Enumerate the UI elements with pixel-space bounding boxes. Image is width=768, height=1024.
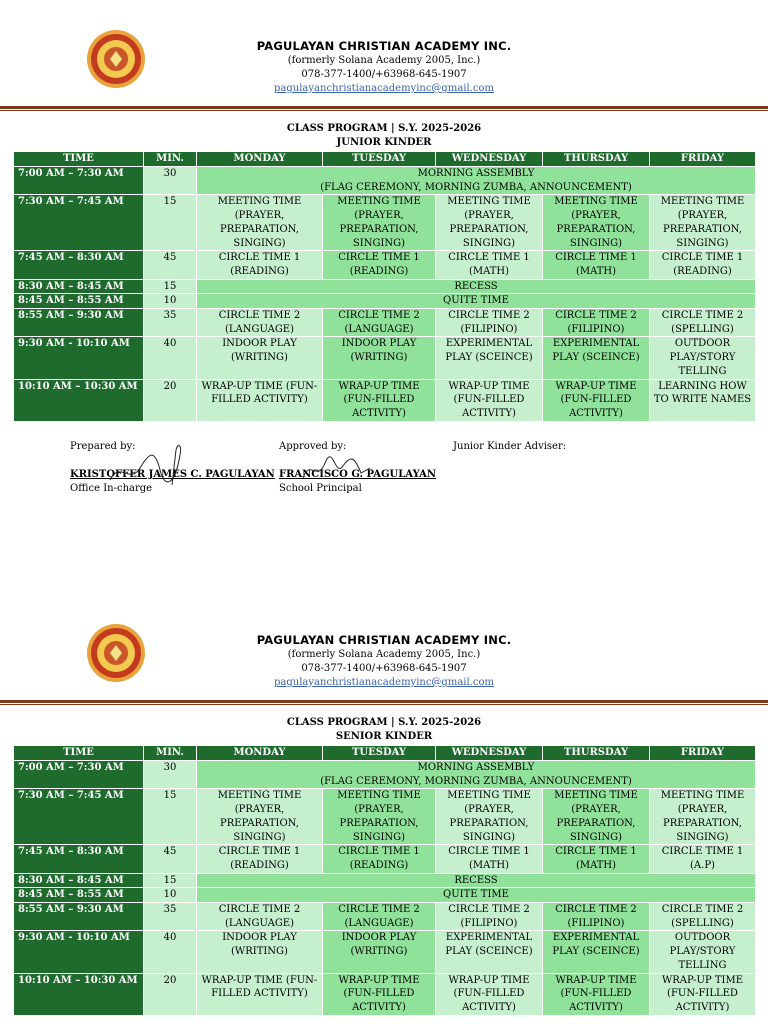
activity-cell: EXPERIMENTAL PLAY (SCEINCE) xyxy=(543,931,650,973)
activity-cell: CIRCLE TIME 1 (READING) xyxy=(650,251,756,279)
minutes-cell: 15 xyxy=(144,789,197,845)
table-row xyxy=(14,789,756,845)
activity-cell: WRAP-UP TIME (FUN-FILLED ACTIVITY) xyxy=(436,379,543,421)
column-header: FRIDAY xyxy=(650,746,756,761)
activity-cell: CIRCLE TIME 2 (FILIPINO) xyxy=(543,309,650,337)
column-header: WEDNESDAY xyxy=(436,746,543,761)
minutes-cell: 30 xyxy=(144,761,197,789)
time-cell: 8:55 AM – 9:30 AM xyxy=(14,903,144,931)
minutes-cell: 40 xyxy=(144,931,197,973)
activity-cell: WRAP-UP TIME (FUN-FILLED ACTIVITY) xyxy=(436,973,543,1015)
activity-span-cell: QUITE TIME xyxy=(197,888,756,903)
school-formerly: (formerly Solana Academy 2005, Inc.) xyxy=(287,55,481,66)
activity-cell: CIRCLE TIME 1 (READING) xyxy=(323,845,436,873)
activity-cell: CIRCLE TIME 1 (READING) xyxy=(197,251,323,279)
prepared-label: Prepared by: xyxy=(70,441,136,452)
activity-cell: INDOOR PLAY (WRITING) xyxy=(197,931,323,973)
activity-cell: MEETING TIME (PRAYER, PREPARATION, SINGING) xyxy=(650,195,756,251)
column-header: TUESDAY xyxy=(323,152,436,167)
activity-span-cell: RECESS xyxy=(197,873,756,888)
school-header xyxy=(0,632,768,690)
junior-level-title: JUNIOR KINDER xyxy=(336,137,432,148)
activity-cell: CIRCLE TIME 2 (LANGUAGE) xyxy=(323,903,436,931)
activity-cell: EXPERIMENTAL PLAY (SCEINCE) xyxy=(436,337,543,379)
activity-cell: MEETING TIME (PRAYER, PREPARATION, SINGING) xyxy=(323,195,436,251)
time-cell: 8:55 AM – 9:30 AM xyxy=(14,309,144,337)
column-header: TIME xyxy=(14,152,144,167)
activity-span-cell: MORNING ASSEMBLY (FLAG CEREMONY, MORNING ZUMBA, ANNOUNCEMENT) xyxy=(197,761,756,789)
activity-cell: WRAP-UP TIME (FUN-FILLED ACTIVITY) xyxy=(197,973,323,1015)
activity-cell: MEETING TIME (PRAYER, PREPARATION, SINGING) xyxy=(323,789,436,845)
approved-label: Approved by: xyxy=(279,441,347,452)
school-header xyxy=(0,38,768,96)
approved-name: FRANCISCO G. PAGULAYAN xyxy=(279,469,436,480)
activity-cell: CIRCLE TIME 1 (READING) xyxy=(323,251,436,279)
prepared-name: KRISTOFFER JAMES C. PAGULAYAN xyxy=(70,469,275,480)
minutes-cell: 30 xyxy=(144,167,197,195)
activity-cell: MEETING TIME (PRAYER, PREPARATION, SINGING) xyxy=(436,195,543,251)
senior-level-title: SENIOR KINDER xyxy=(335,731,433,742)
prepared-role: Office In-charge xyxy=(70,483,153,494)
activity-cell: MEETING TIME (PRAYER, PREPARATION, SINGING) xyxy=(650,789,756,845)
time-cell: 7:00 AM – 7:30 AM xyxy=(14,761,144,789)
table-row xyxy=(14,973,756,1015)
activity-cell: WRAP-UP TIME (FUN-FILLED ACTIVITY) xyxy=(650,973,756,1015)
activity-cell: CIRCLE TIME 1 (MATH) xyxy=(543,251,650,279)
activity-cell: WRAP-UP TIME (FUN-FILLED ACTIVITY) xyxy=(543,379,650,421)
activity-cell: WRAP-UP TIME (FUN-FILLED ACTIVITY) xyxy=(323,973,436,1015)
column-header: WEDNESDAY xyxy=(436,152,543,167)
activity-cell: EXPERIMENTAL PLAY (SCEINCE) xyxy=(436,931,543,973)
column-header: TUESDAY xyxy=(323,746,436,761)
activity-cell: OUTDOOR PLAY/STORY TELLING xyxy=(650,931,756,973)
activity-span-cell: MORNING ASSEMBLY (FLAG CEREMONY, MORNING ZUMBA, ANNOUNCEMENT) xyxy=(197,167,756,195)
time-cell: 7:30 AM – 7:45 AM xyxy=(14,195,144,251)
activity-cell: CIRCLE TIME 1 (MATH) xyxy=(436,845,543,873)
table-row xyxy=(14,195,756,251)
time-cell: 8:45 AM – 8:55 AM xyxy=(14,294,144,309)
activity-cell: CIRCLE TIME 1 (READING) xyxy=(197,845,323,873)
time-cell: 7:45 AM – 8:30 AM xyxy=(14,251,144,279)
activity-cell: INDOOR PLAY (WRITING) xyxy=(197,337,323,379)
activity-cell: CIRCLE TIME 1 (MATH) xyxy=(436,251,543,279)
minutes-cell: 15 xyxy=(144,195,197,251)
activity-span-cell: QUITE TIME xyxy=(197,294,756,309)
activity-cell: CIRCLE TIME 1 (MATH) xyxy=(543,845,650,873)
activity-cell: CIRCLE TIME 2 (FILIPINO) xyxy=(543,903,650,931)
activity-cell: MEETING TIME (PRAYER, PREPARATION, SINGING) xyxy=(197,789,323,845)
time-cell: 7:30 AM – 7:45 AM xyxy=(14,789,144,845)
senior-schedule-table xyxy=(13,745,756,1016)
program-title: CLASS PROGRAM | S.Y. 2025-2026 xyxy=(286,123,482,134)
school-name: PAGULAYAN CHRISTIAN ACADEMY INC. xyxy=(256,633,512,647)
minutes-cell: 35 xyxy=(144,903,197,931)
column-header: TIME xyxy=(14,746,144,761)
activity-cell: CIRCLE TIME 1 (A.P) xyxy=(650,845,756,873)
approved-role: School Principal xyxy=(279,483,362,494)
minutes-cell: 20 xyxy=(144,973,197,1015)
time-cell: 7:00 AM – 7:30 AM xyxy=(14,167,144,195)
table-row xyxy=(14,251,756,279)
time-cell: 7:45 AM – 8:30 AM xyxy=(14,845,144,873)
minutes-cell: 45 xyxy=(144,251,197,279)
activity-cell: MEETING TIME (PRAYER, PREPARATION, SINGING) xyxy=(436,789,543,845)
time-cell: 10:10 AM – 10:30 AM xyxy=(14,973,144,1015)
adviser-label: Junior Kinder Adviser: xyxy=(453,441,567,452)
activity-cell: INDOOR PLAY (WRITING) xyxy=(323,337,436,379)
activity-cell: CIRCLE TIME 2 (LANGUAGE) xyxy=(197,309,323,337)
column-header: FRIDAY xyxy=(650,152,756,167)
activity-cell: CIRCLE TIME 2 (FILIPINO) xyxy=(436,309,543,337)
time-cell: 10:10 AM – 10:30 AM xyxy=(14,379,144,421)
column-header: MIN. xyxy=(144,152,197,167)
minutes-cell: 35 xyxy=(144,309,197,337)
table-row xyxy=(14,845,756,873)
activity-cell: WRAP-UP TIME (FUN-FILLED ACTIVITY) xyxy=(543,973,650,1015)
school-phone: 078-377-1400/+63968-645-1907 xyxy=(301,69,467,80)
activity-cell: CIRCLE TIME 2 (LANGUAGE) xyxy=(323,309,436,337)
program-title: CLASS PROGRAM | S.Y. 2025-2026 xyxy=(286,717,482,728)
activity-cell: WRAP-UP TIME (FUN-FILLED ACTIVITY) xyxy=(197,379,323,421)
activity-cell: MEETING TIME (PRAYER, PREPARATION, SINGING) xyxy=(543,195,650,251)
table-row xyxy=(14,309,756,337)
column-header: MONDAY xyxy=(197,152,323,167)
header-divider xyxy=(0,700,768,706)
table-row xyxy=(14,279,756,294)
school-phone: 078-377-1400/+63968-645-1907 xyxy=(301,663,467,674)
column-header: THURSDAY xyxy=(543,152,650,167)
time-cell: 8:45 AM – 8:55 AM xyxy=(14,888,144,903)
activity-cell: WRAP-UP TIME (FUN-FILLED ACTIVITY) xyxy=(323,379,436,421)
table-row xyxy=(14,873,756,888)
table-row xyxy=(14,888,756,903)
table-row xyxy=(14,931,756,973)
school-formerly: (formerly Solana Academy 2005, Inc.) xyxy=(287,649,481,660)
header-divider xyxy=(0,106,768,112)
time-cell: 9:30 AM - 10:10 AM xyxy=(14,931,144,973)
table-row xyxy=(14,294,756,309)
school-name: PAGULAYAN CHRISTIAN ACADEMY INC. xyxy=(256,39,512,53)
activity-cell: CIRCLE TIME 2 (LANGUAGE) xyxy=(197,903,323,931)
approved-signature xyxy=(295,448,385,488)
activity-cell: OUTDOOR PLAY/STORY TELLING xyxy=(650,337,756,379)
prepared-signature xyxy=(100,440,200,495)
table-row xyxy=(14,761,756,789)
column-header: THURSDAY xyxy=(543,746,650,761)
school-email-link[interactable]: pagulayanchristianacademyinc@gmail.com xyxy=(274,677,494,688)
activity-cell: CIRCLE TIME 2 (FILIPINO) xyxy=(436,903,543,931)
activity-cell: MEETING TIME (PRAYER, PREPARATION, SINGING) xyxy=(543,789,650,845)
time-cell: 8:30 AM – 8:45 AM xyxy=(14,873,144,888)
minutes-cell: 20 xyxy=(144,379,197,421)
activity-cell: CIRCLE TIME 2 (SPELLING) xyxy=(650,903,756,931)
junior-schedule-table xyxy=(13,151,756,422)
activity-span-cell: RECESS xyxy=(197,279,756,294)
table-row xyxy=(14,379,756,421)
column-header: MIN. xyxy=(144,746,197,761)
activity-cell: LEARNING HOW TO WRITE NAMES xyxy=(650,379,756,421)
minutes-cell: 10 xyxy=(144,294,197,309)
activity-cell: CIRCLE TIME 2 (SPELLING) xyxy=(650,309,756,337)
activity-cell: EXPERIMENTAL PLAY (SCEINCE) xyxy=(543,337,650,379)
table-row xyxy=(14,167,756,195)
table-row xyxy=(14,903,756,931)
minutes-cell: 15 xyxy=(144,873,197,888)
minutes-cell: 15 xyxy=(144,279,197,294)
time-cell: 9:30 AM - 10:10 AM xyxy=(14,337,144,379)
minutes-cell: 45 xyxy=(144,845,197,873)
column-header: MONDAY xyxy=(197,746,323,761)
activity-cell: INDOOR PLAY (WRITING) xyxy=(323,931,436,973)
activity-cell: MEETING TIME (PRAYER, PREPARATION, SINGING) xyxy=(197,195,323,251)
time-cell: 8:30 AM – 8:45 AM xyxy=(14,279,144,294)
minutes-cell: 10 xyxy=(144,888,197,903)
minutes-cell: 40 xyxy=(144,337,197,379)
table-row xyxy=(14,337,756,379)
school-email-link[interactable]: pagulayanchristianacademyinc@gmail.com xyxy=(274,83,494,94)
